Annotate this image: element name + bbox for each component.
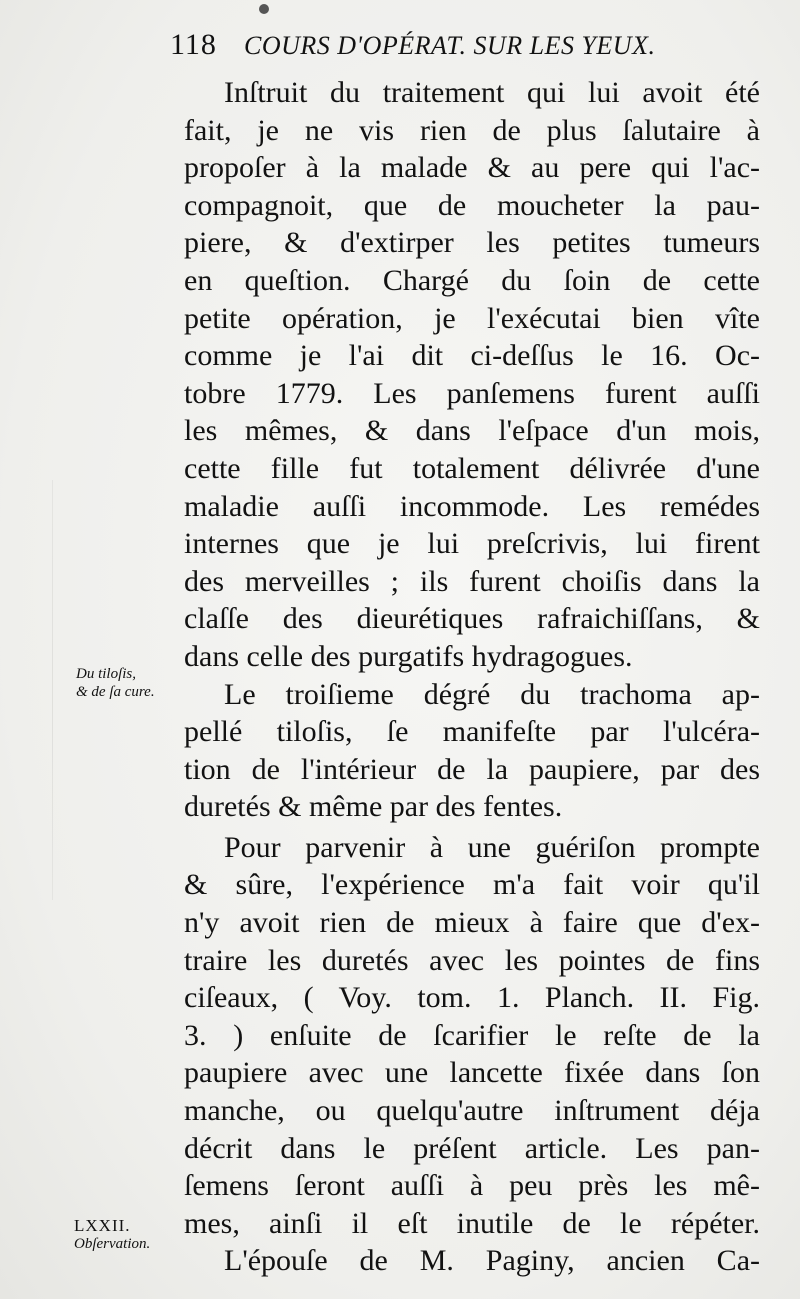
text-line: internes que je lui preſcrivis, lui firent — [184, 527, 760, 561]
text-line: fait, je ne vis rien de plus ſalutaire à — [184, 113, 760, 147]
text-line: n'y avoit rien de mieux à faire que d'ex- — [184, 906, 760, 940]
running-title: COURS D'OPÉRAT. SUR LES YEUX. — [243, 31, 656, 60]
text-line: décrit dans le préſent article. Les pan- — [184, 1131, 760, 1165]
margin-note-line: Du tiloſis, — [76, 666, 137, 682]
observation-label: Obſervation. — [74, 1236, 151, 1252]
text-line: compagnoit, que de moucheter la pau- — [184, 188, 760, 222]
page-crease — [52, 480, 53, 900]
text-line: traire les duretés avec les pointes de fins — [184, 943, 760, 977]
text-line: L'épouſe de M. Paginy, ancien Ca- — [224, 1244, 760, 1278]
text-line: mes, ainſi il eſt inutile de le répéter. — [184, 1206, 760, 1240]
margin-note-line: & de ſa cure. — [76, 684, 155, 700]
text-line: & sûre, l'expérience m'a fait voir qu'il — [184, 868, 760, 902]
text-line: maladie auſſi incommode. Les remédes — [184, 489, 760, 523]
page-number: 118 — [170, 28, 217, 61]
text-line: 3. ) enſuite de ſcarifier le reſte de la — [184, 1018, 760, 1052]
text-line: claſſe des dieurétiques rafraichiſſans, & — [184, 602, 760, 636]
text-line: Pour parvenir à une guériſon prompte — [224, 830, 760, 864]
text-line: pellé tiloſis, ſe manifeſte par l'ulcéra- — [184, 715, 760, 749]
margin-note-tilosis — [76, 665, 155, 701]
text-line: Le troiſieme dégré du trachoma ap- — [224, 677, 760, 711]
body-text — [184, 74, 760, 1280]
text-line: cette fille fut totalement délivrée d'une — [184, 451, 760, 485]
text-line: tion de l'intérieur de la paupiere, par des — [184, 752, 760, 786]
text-line: des merveilles ; ils furent choiſis dans la — [184, 564, 760, 598]
text-line: manche, ou quelqu'autre inſtrument déja — [184, 1094, 760, 1128]
text-line: duretés & même par des fentes. — [184, 790, 563, 824]
text-line: tobre 1779. Les panſemens furent auſſi — [184, 376, 760, 410]
text-line: les mêmes, & dans l'eſpace d'un mois, — [184, 414, 760, 448]
text-line: en queſtion. Chargé du ſoin de cette — [184, 263, 760, 297]
running-head — [170, 28, 770, 68]
margin-note-observation — [74, 1217, 150, 1253]
text-line: petite opération, je l'exécutai bien vîte — [184, 301, 760, 335]
observation-number: LXXII. — [74, 1216, 131, 1235]
ink-speck — [259, 4, 269, 14]
text-line: paupiere avec une lancette fixée dans ſon — [184, 1056, 760, 1090]
text-line: piere, & d'extirper les petites tumeurs — [184, 226, 760, 260]
text-line: ciſeaux, ( Voy. tom. 1. Planch. II. Fig. — [184, 981, 760, 1015]
text-line: propoſer à la malade & au pere qui l'ac- — [184, 151, 760, 185]
text-line: ſemens ſeront auſſi à peu près les mê- — [184, 1169, 760, 1203]
text-line: dans celle des purgatifs hydragogues. — [184, 639, 633, 673]
text-line: Inſtruit du traitement qui lui avoit été — [224, 76, 760, 109]
text-line: comme je l'ai dit ci-deſſus le 16. Oc- — [184, 339, 760, 373]
